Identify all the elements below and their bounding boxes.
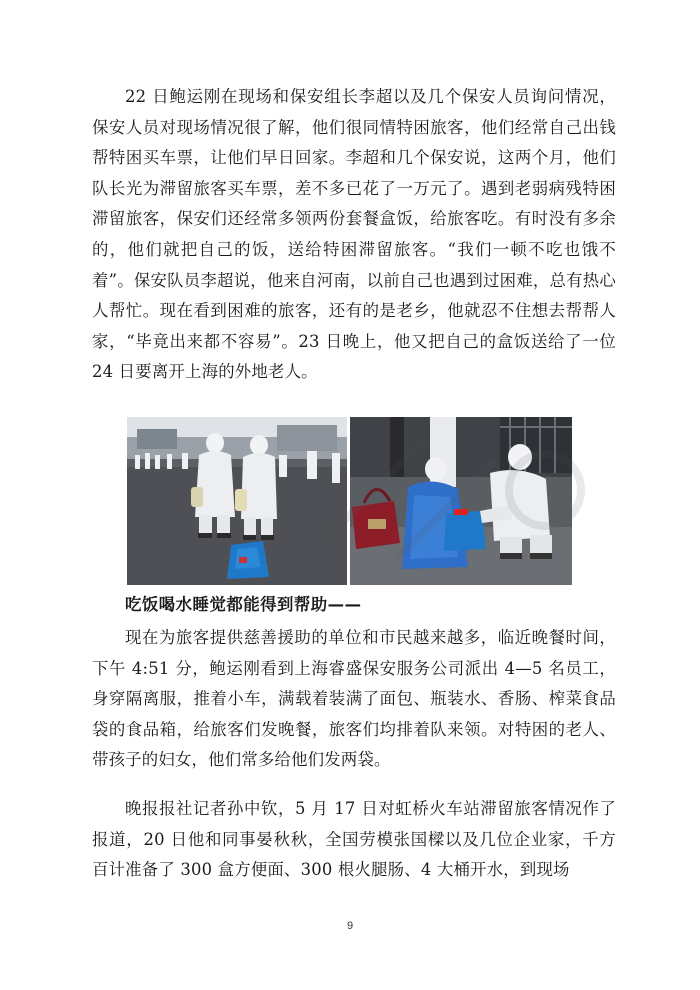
photo-volunteers-handing-bags bbox=[350, 417, 572, 585]
page-number: 9 bbox=[346, 920, 354, 932]
paragraph-reporter-visit: 晚报报社记者孙中钦，5 月 17 日对虹桥火车站滞留旅客情况作了报道，20 日他和同事晏秋秋，全国劳模张国樑以及几位企业家，千方百计准备了 300 盒方便面、300 根火腿肠、4 大桶开水，到现场 bbox=[92, 799, 616, 880]
section-heading: 吃饭喝水睡觉都能得到帮助—— bbox=[125, 595, 362, 614]
paragraph-dinner-distribution: 现在为旅客提供慈善援助的单位和市民越来越多，临近晚餐时间，下午 4:51 分，鲍运刚看到上海睿盛保安服务公司派出 4—5 名员工，身穿隔离服，推着小车，满载着装满了面包、瓶装水、香肠、榨菜食品袋的食品箱，给旅客们发晚餐，旅客们均排着队来领。对特困的老人、带孩子的妇女，他们常多给他们发两袋。 bbox=[92, 628, 616, 770]
photo-workers-in-ppe-graphic bbox=[127, 417, 347, 585]
photo-volunteers-handing-bags-graphic bbox=[350, 417, 572, 585]
paragraph-security-guards: 22 日鲍运刚在现场和保安组长李超以及几个保安人员询问情况，保安人员对现场情况很了解，他们很同情特困旅客，他们经常自己出钱帮特困买车票，让他们早日回家。李超和几个保安说，这两个月，他们队长光为滞留旅客买车票，差不多已花了一万元了。遇到老弱病残特困滞留旅客，保安们还经常多领两份套餐盒饭，给旅客吃。有时没有多余的，他们就把自己的饭，送给特困滞留旅客。“我们一顿不吃也饿不着”。保安队员李超说，他来自河南，以前自己也遇到过困难，总有热心人帮忙。现在看到困难的旅客，还有的是老乡，他就忍不住想去帮帮人家，“毕竟出来都不容易”。23 日晚上，他又把自己的盒饭送给了一位 24 日要离开上海的外地老人。 bbox=[92, 87, 616, 382]
photo-workers-in-ppe bbox=[127, 417, 347, 585]
